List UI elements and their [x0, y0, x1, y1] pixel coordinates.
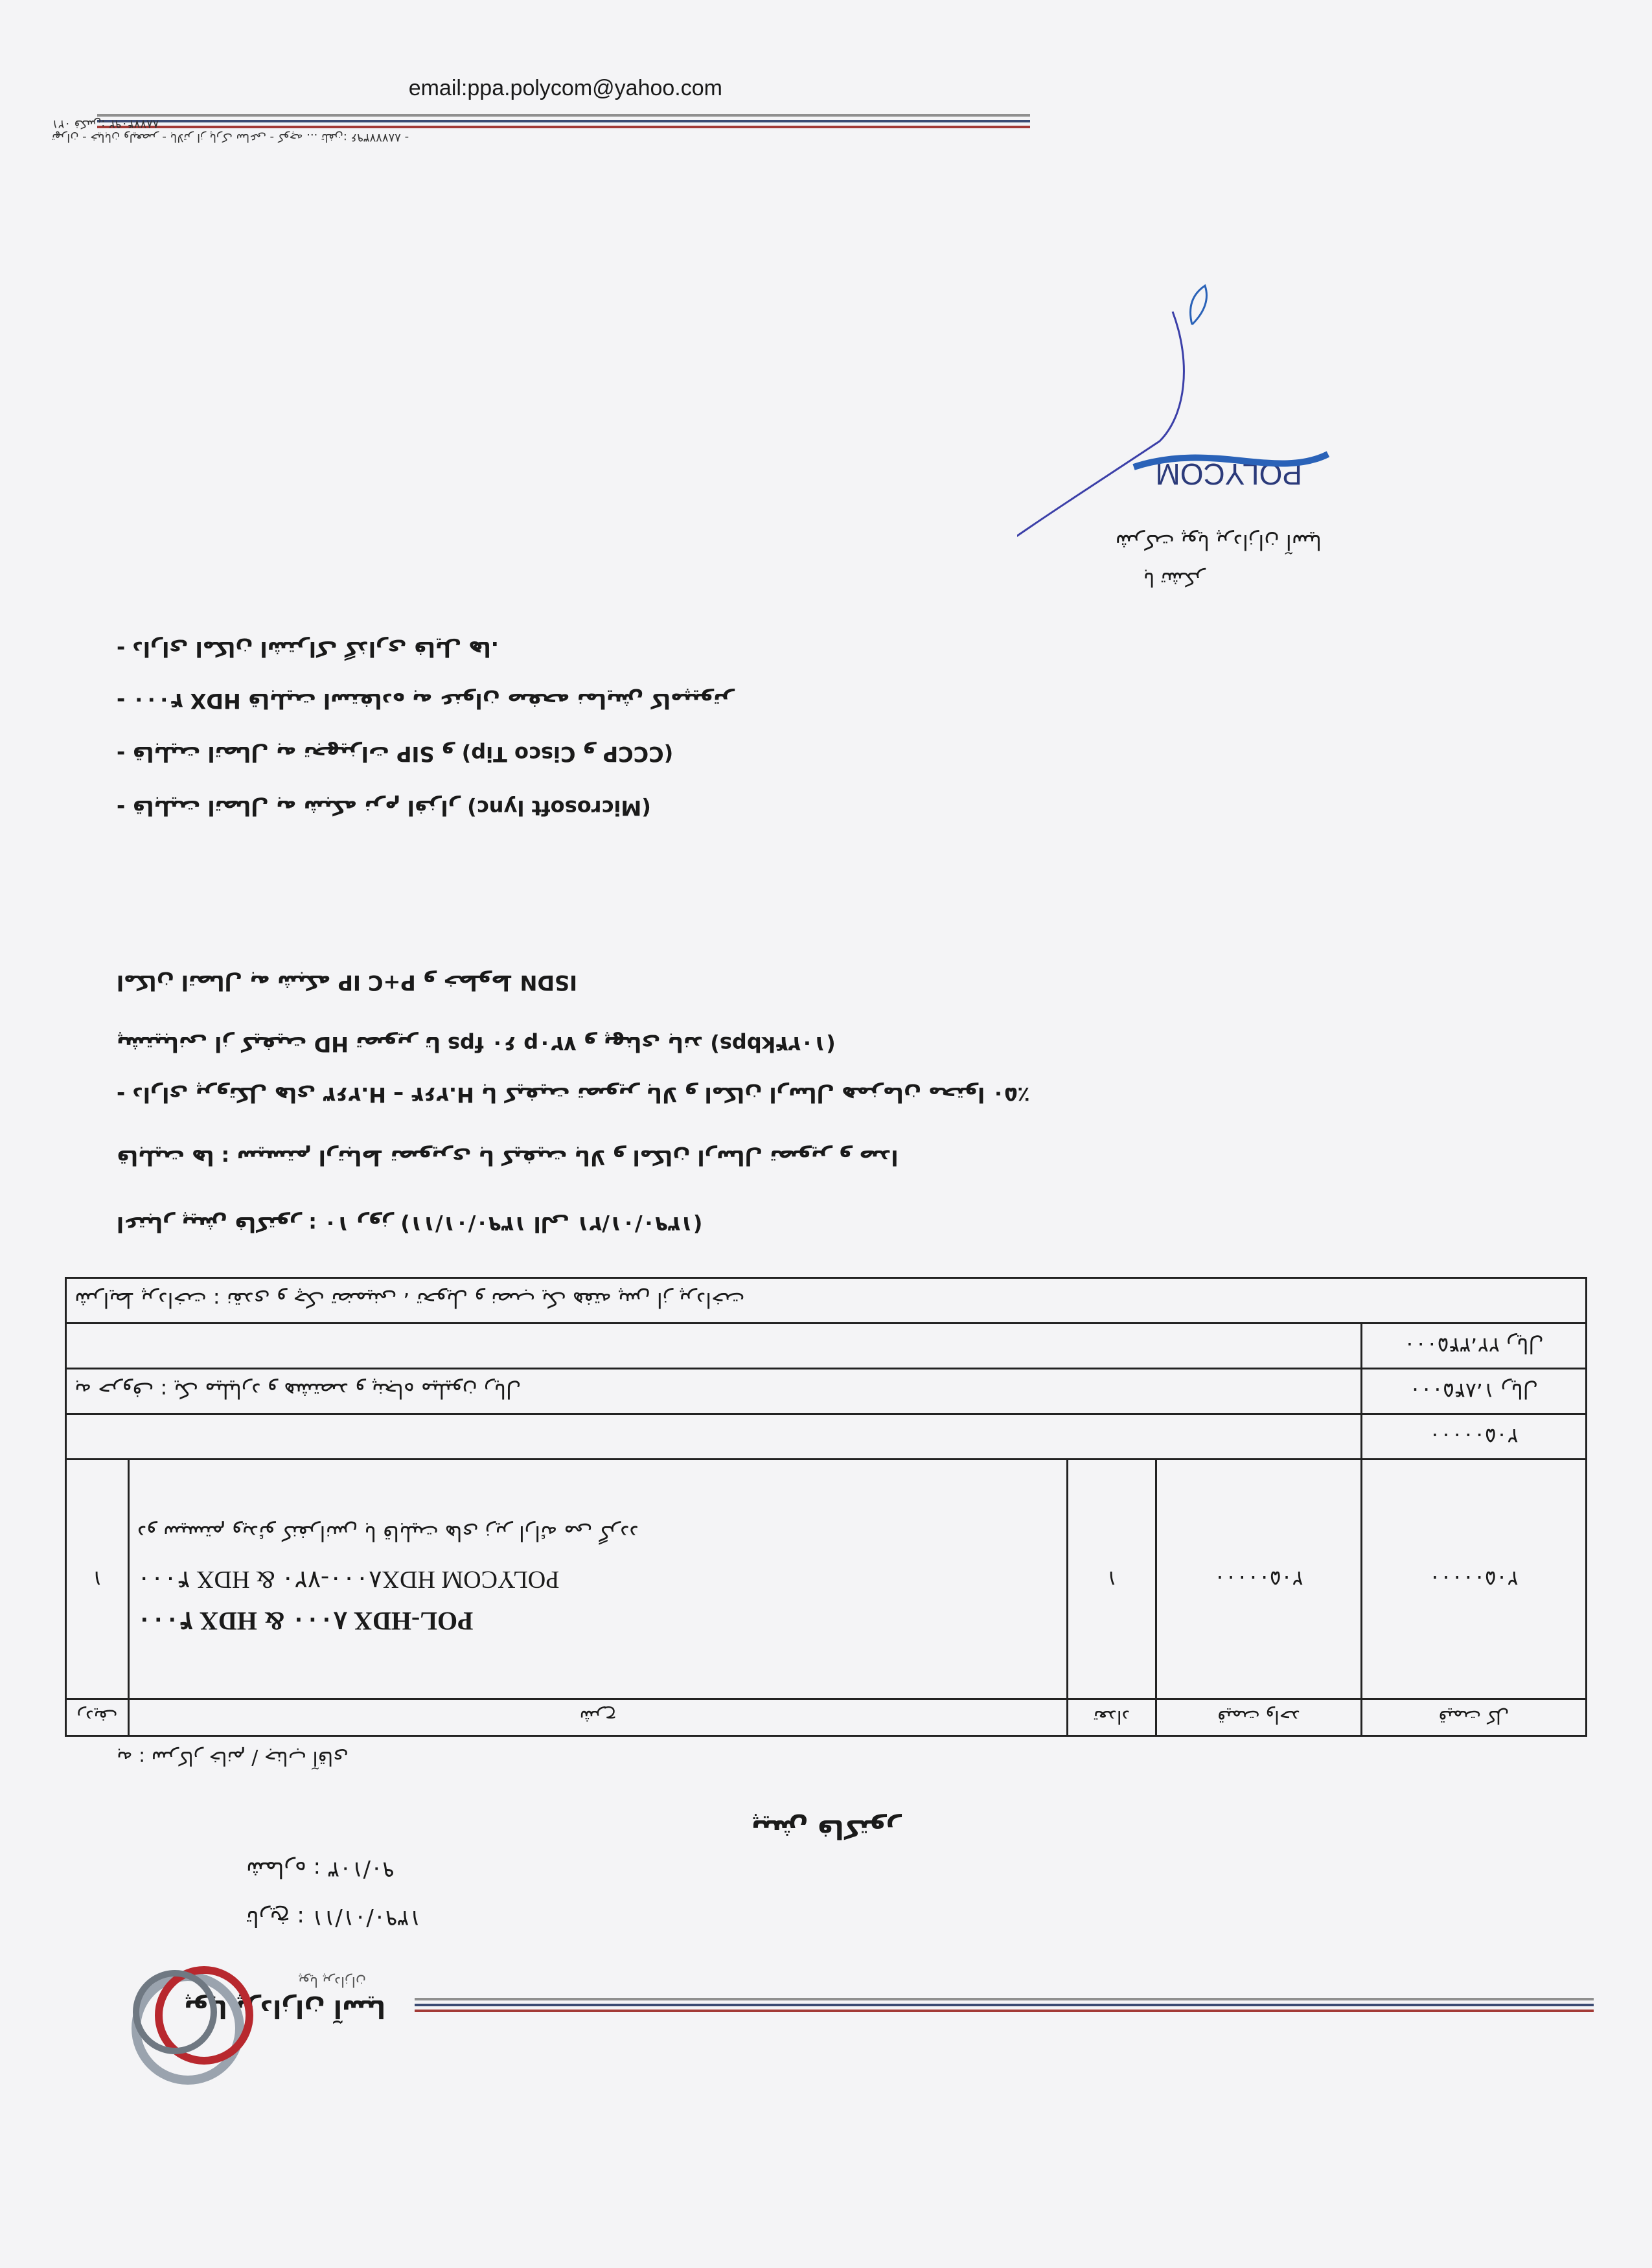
paragraph-display: - HDX ۴۰۰۰ قابلیت استفاده به عنوان صفحه نمایش کامپیوتر [117, 689, 734, 713]
company-name: پویا پردازان آسیا [183, 1995, 385, 2023]
subtotal-row [66, 1414, 1587, 1460]
tax-row [66, 1369, 1587, 1414]
payment-terms-row [66, 1278, 1587, 1323]
letter-number: شماره : ۹۰/۱۰۳ [246, 1857, 395, 1883]
signature-greeting: با تشکر [1143, 567, 1205, 590]
page-title: پیش فاکتور [751, 1814, 901, 1844]
col-unit-price: قیمت واحد [1156, 1699, 1362, 1736]
cell-description [129, 1460, 1068, 1699]
paragraph-lync: - قابلیت اتصال به شبکه نرم افزار (Microsoft lync) [117, 796, 651, 820]
amount-in-words: به حروف : یک میلیارد و هشتصد و پنجاه میلیون ریال [66, 1369, 1362, 1414]
col-total-price: قیمت کل [1362, 1699, 1587, 1736]
col-row: ردیف [66, 1699, 129, 1736]
signature-signer: شرکت پویا پردازان آسیا [1115, 530, 1322, 555]
footer-email: email:ppa.polycom@yahoo.com [408, 76, 722, 100]
cell-unit-price: ۲۰۵۰۰۰۰۰ [1156, 1460, 1362, 1699]
quote-table [65, 1277, 1587, 1737]
col-description: شرح [129, 1699, 1068, 1736]
cell-row: ۱ [66, 1460, 129, 1699]
paragraph-network: امکان اتصال به شبکه P+C IP و خطوط ISDN [117, 970, 577, 995]
paragraph-protocols: - دارای پروتکل های H.۲۶۴ – H.۲۶۳ با کیفیت تصویر بالا و امکان ارسال همزمان محتوا ۵۰٪ [117, 1082, 1030, 1107]
stamp-text: POLYCOM [1155, 457, 1302, 491]
footer-address: تهران - خیابان ولیعصر - بالاتر از پارک ساعی - کوچه ... تلفن: ۸۸۷۷۷۳۹۶ - ۰۲۱ فکس: ۸۸۷۷۴۰۹۲ [52, 117, 409, 144]
recipient-line: به : سرکار خانم / جناب آقای [117, 1747, 349, 1769]
tax-value: ۱،۸۴۵۰۰۰ ریال [1362, 1369, 1587, 1414]
grand-total-value: ۲۲،۳۴۵۰۰۰ ریال [1362, 1323, 1587, 1369]
company-logo [117, 1947, 266, 2096]
cell-total-price: ۲۰۵۰۰۰۰۰ [1362, 1460, 1587, 1699]
grand-total-row [66, 1323, 1587, 1369]
letter-date: تاریخ : ۱۳۹۰/۰۱/۱۱ [246, 1905, 421, 1931]
paragraph-hd: پشتیبانی از کیفیت HD تصویر تا ۷۲۰p ۶۰ fps و پهنای باند (۱۰۲۴kbps) [117, 1032, 836, 1057]
col-quantity: تعداد [1068, 1699, 1156, 1736]
paragraph-features: قابلیت ها : سیستم ارتباط تصویری با کیفیت بالا و امکان ارسال تصویر و صدا [117, 1145, 899, 1170]
desc-model-2: POLYCOM HDX۸۰۰۰-۷۲۰ & HDX ۴۰۰۰ [137, 1566, 560, 1594]
desc-text: دو سیستم ویدئو کنفرانس با قابلیت های زیر ارائه می گردد [137, 1521, 639, 1546]
letterhead-rules [415, 1995, 1594, 2012]
cell-quantity: ۱ [1068, 1460, 1156, 1699]
table-header-row [66, 1699, 1587, 1736]
company-subtitle: پویا پردازان [298, 1973, 366, 1989]
table-row [66, 1460, 1587, 1699]
paragraph-sharing: - دارای امکان اشتراک گذاری فایل ها. [117, 637, 499, 661]
paragraph-sip: - قابلیت اتصال به تجهیزات SIP و (Cisco Tip و CCCP) [117, 742, 674, 766]
company-stamp [1017, 260, 1406, 558]
payment-terms: شرایط پرداخت : نقدی و چک تضمینی ، تحویل و نصب یک هفته پس از پرداخت [66, 1278, 1587, 1323]
desc-model: POL-HDX ۸۰۰۰ & HDX ۴۰۰۰ [137, 1607, 474, 1636]
paragraph-validity: اعتبار پیش فاکتور : ۱۰ روز (۱۳۹۰/۰۱/۱۱ الی ۱۳۹۰/۰۱/۲۱) [117, 1212, 703, 1237]
subtotal-value: ۲۰۵۰۰۰۰۰ [1362, 1414, 1587, 1460]
